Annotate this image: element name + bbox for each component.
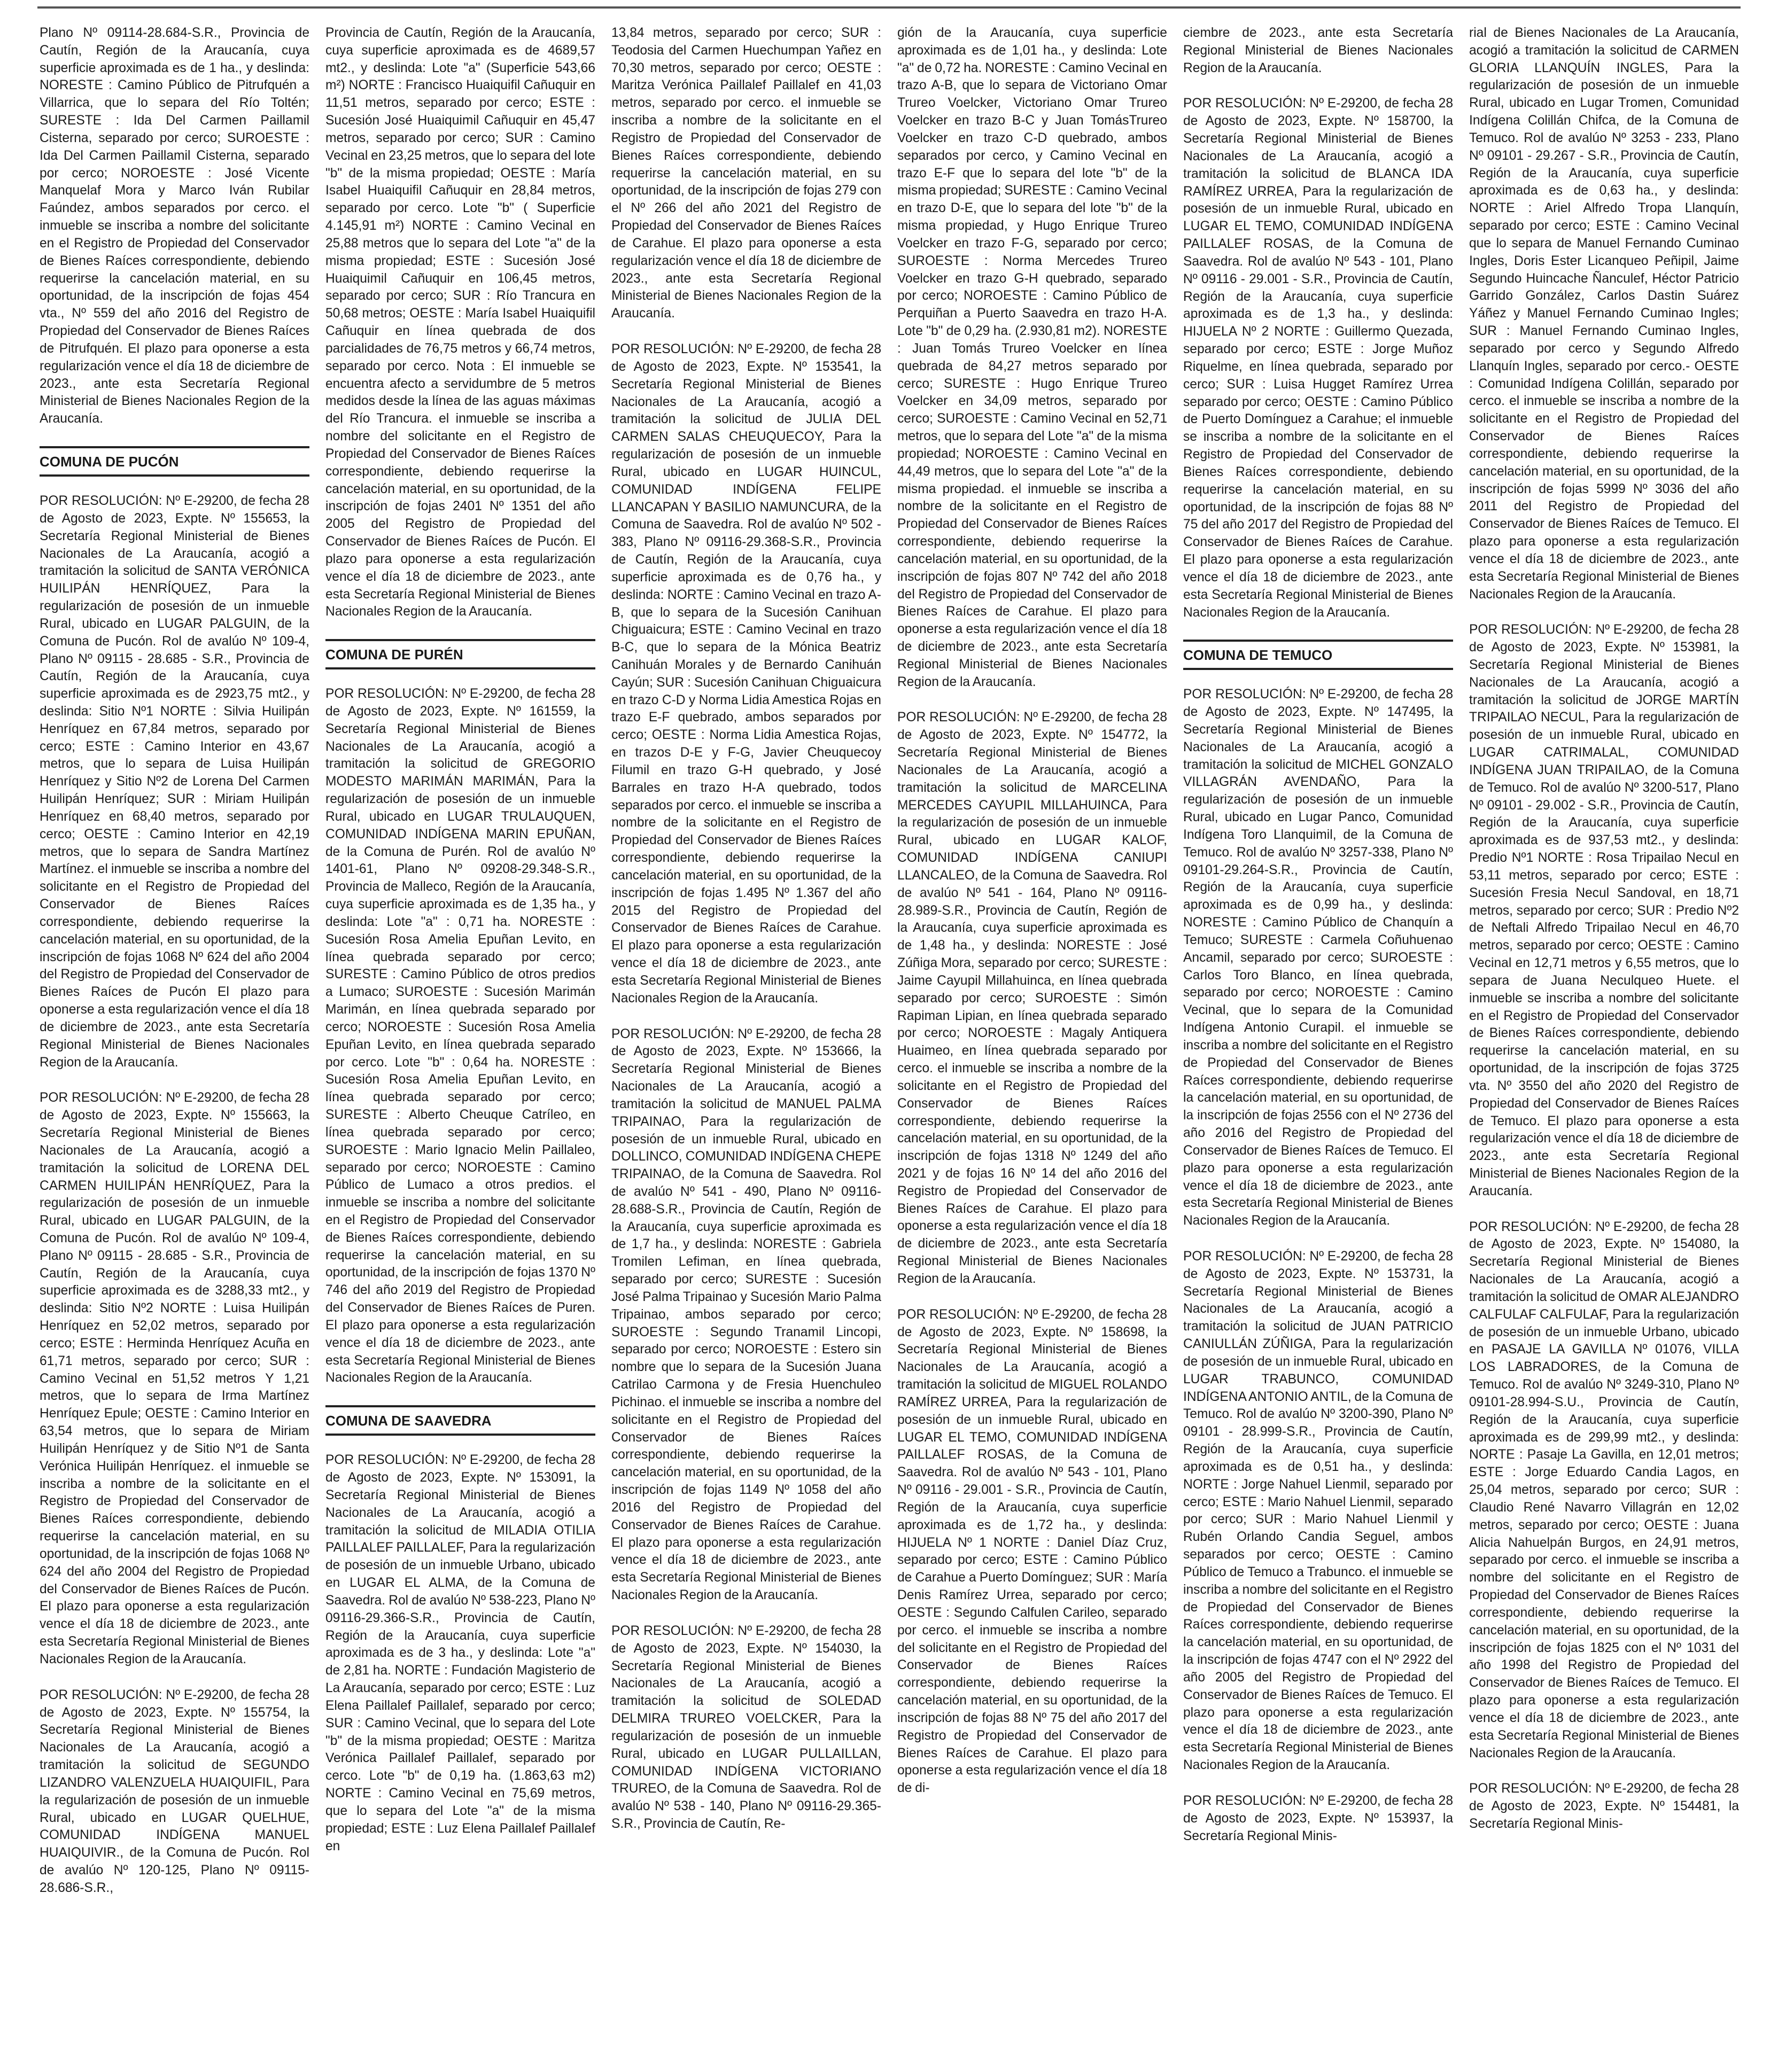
section-heading: COMUNA DE TEMUCO — [1183, 640, 1453, 670]
notice-paragraph: POR RESOLUCIÓN: Nº E-29200, de fecha 28 de Agosto de 2023, Expte. Nº 153666, la Secretaría Regional Ministerial de Bienes Nacionales de La Araucanía, acogió a tramitación la solicitud de MANUEL PALMA TRIPAINAO, Para la regularización de posesión de un inmueble Rural, ubicado en DOLLINCO, COMUNIDAD INDÍGENA CHEPE TRIPAINAO, de la Comuna de Saavedra. Rol de avalúo Nº 541 - 490, Plano Nº 09116-28.688-S.R., Provincia de Cautín, Región de la Araucanía, cuya superficie aproximada es de 1,7 ha., y deslinda: NORESTE : Gabriela Tromilen Lefiman, en línea quebrada, separado por cerco; SURESTE : Sucesión José Palma Tripainao y Sucesión Mario Palma Tripainao, ambos separado por cerco; SUROESTE : Segundo Tranamil Lincopi, separado por cerco; NOROESTE : Estero sin nombre que lo separa de la Sucesión Juana Catrilao Carmona y de Fresia Huenchuleo Pichinao. el inmueble se inscriba a nombre del solicitante en el Registro de Propiedad del Conservador de Bienes Raíces correspondiente, debiendo requerirse la cancelación material, en su oportunidad, de la inscripción de fojas 1149 Nº 1058 del año 2016 del Registro de Propiedad del Conservador de Bienes Raíces de Carahue. El plazo para oponerse a esta regularización vence el día 18 de diciembre de 2023., ante esta Secretaría Regional Ministerial de Bienes Nacionales Region de la Araucanía. — [611, 1026, 881, 1603]
notice-paragraph: POR RESOLUCIÓN: Nº E-29200, de fecha 28 de Agosto de 2023, Expte. Nº 153981, la Secretaría Regional Ministerial de Bienes Nacionales de La Araucanía, acogió a tramitación la solicitud de JORGE MARTÍN TRIPAILAO NECUL, Para la regularización de posesión de un inmueble Rural, ubicado en LUGAR CATRIMALAL, COMUNIDAD INDÍGENA JUAN TRIPAILAO, de la Comuna de Temuco. Rol de avalúo Nº 3200-517, Plano Nº 09101 - 29.002 - S.R., Provincia de Cautín, Región de la Araucanía, cuya superficie aproximada es de 937,53 mt2., y deslinda: Predio Nº1 NORTE : Rosa Tripailao Necul en 53,11 metros, separado por cerco; ESTE : Sucesión Fresia Necul Sandoval, en 18,71 metros, separado por cerco; SUR : Predio Nº2 de Neftali Alfredo Tripailao Necul en 46,70 metros, separado por cerco; OESTE : Camino Vecinal en 12,71 metros y 6,55 metros, que lo separa de Juana Neculqueo Huete. el inmueble se inscriba a nombre del solicitante en el Registro de Propiedad del Conservador de Bienes Raíces correspondiente, debiendo requerirse la cancelación material, en su oportunidad, de la inscripción de fojas 3725 vta. Nº 3550 del año 2020 del Registro de Propiedad del Conservador de Bienes Raíces de Temuco. El plazo para oponerse a esta regularización vence el día 18 de diciembre de 2023., ante esta Secretaría Regional Ministerial de Bienes Nacionales Region de la Araucanía. — [1469, 622, 1739, 1198]
notice-paragraph: POR RESOLUCIÓN: Nº E-29200, de fecha 28 de Agosto de 2023, Expte. Nº 154772, la Secretaría Regional Ministerial de Bienes Nacionales de La Araucanía, acogió a tramitación la solicitud de MARCELINA MERCEDES CAYUPIL MILLAHUINCA, Para la regularización de posesión de un inmueble Rural, ubicado en LUGAR KALOF, COMUNIDAD INDÍGENA CANIUPI LLANCALEO, de la Comuna de Saavedra. Rol de avalúo Nº 541 - 164, Plano Nº 09116-28.989-S.R., Provincia de Cautín, Región de la Araucanía, cuya superficie aproximada es de 1,48 ha., y deslinda: NORESTE : José Zúñiga Mora, separado por cerco; SURESTE : Jaime Cayupil Millahuinca, en línea quebrada separado por cerco; SUROESTE : Simón Rapiman Lipian, en línea quebrada separado por cerco; NOROESTE : Magaly Antiquera Huaimeo, en línea quebrada separado por cerco. el inmueble se inscriba a nombre de la solicitante en el Registro de Propiedad del Conservador de Bienes Raíces correspondiente, debiendo requerirse la cancelación material, en su oportunidad, de la inscripción de fojas 1318 Nº 1249 del año 2021 y de fojas 16 Nº 14 del año 2016 del Registro de Propiedad del Conservador de Bienes Raíces de Carahue. El plazo para oponerse a esta regularización vence el día 18 de diciembre de 2023., ante esta Secretaría Regional Ministerial de Bienes Nacionales Region de la Araucanía. — [897, 710, 1167, 1286]
notice-paragraph: POR RESOLUCIÓN: Nº E-29200, de fecha 28 de Agosto de 2023, Expte. Nº 153091, la Secretaría Regional Ministerial de Bienes Nacionales de La Araucanía, acogió a tramitación la solicitud de MILADIA OTILIA PAILLALEF PAILLALEF, Para la regularización de posesión de un inmueble Urbano, ubicado en LUGAR EL ALMA, de la Comuna de Saavedra. Rol de avalúo Nº 538-223, Plano Nº 09116-29.366-S.R., Provincia de Cautín, Región de la Araucanía, cuya superficie aproximada es de 3 ha., y deslinda: Lote "a" de 2,81 ha. NORTE : Fundación Magisterio de La Araucanía, separado por cerco; ESTE : Luz Elena Paillalef Paillalef, separado por cerco; SUR : Camino Vecinal, que lo separa del Lote "b" de la misma propiedad; OESTE : Maritza Verónica Paillalef Paillalef, separado por cerco. Lote "b" de 0,19 ha. (1.863,63 m2) NORTE : Camino Vecinal en 75,69 metros, que lo separa del Lote "a" de la misma propiedad; ESTE : Luz Elena Paillalef Paillalef en — [325, 1453, 595, 1853]
notice-paragraph: Provincia de Cautín, Región de la Araucanía, cuya superficie aproximada es de 4689,57 mt2., y deslinda: Lote "a" (Superficie 543,66 m²) NORTE : Francisco Huaiquifil Cañuquir en 11,51 metros, separado por cerco; ESTE : Sucesión José Huaiquimil Cañuquir en 45,47 metros, separado por cerco; SUR : Camino Vecinal en 23,25 metros, que lo separa del lote "b" de la misma propiedad; OESTE : María Isabel Huaiquifil Cañuquir en 28,84 metros, separado por cerco. Lote "b" ( Superficie 4.145,91 m²) NORTE : Camino Vecinal en 25,88 metros que lo separa del Lote "a" de la misma propiedad; ESTE : Sucesión José Huaiquimil Cañuquir en 106,45 metros, separado por cerco; SUR : Río Trancura en 50,68 metros; OESTE : María Isabel Huaiquifil Cañuquir en línea quebrada de dos parcialidades de 76,75 metros y 66,74 metros, separado por cerco. Nota : El inmueble se encuentra afecto a servidumbre de 5 metros medidos desde la línea de las aguas máximas del Río Trancura. el inmueble se inscriba a nombre del solicitante en el Registro de Propiedad del Conservador de Bienes Raíces correspondiente, debiendo requerirse la cancelación material, en su oportunidad, de la inscripción de fojas 2401 Nº 1351 del año 2005 del Registro de Propiedad del Conservador de Bienes Raíces de Pucón. El plazo para oponerse a esta regularización vence el día 18 de diciembre de 2023., ante esta Secretaría Regional Ministerial de Bienes Nacionales Region de la Araucanía. — [325, 26, 595, 619]
column-1 — [40, 25, 309, 2066]
column-2 — [325, 25, 595, 2066]
column-4 — [897, 25, 1167, 2066]
notice-paragraph: POR RESOLUCIÓN: Nº E-29200, de fecha 28 de Agosto de 2023, Expte. Nº 158698, la Secretaría Regional Ministerial de Bienes Nacionales de La Araucanía, acogió a tramitación la solicitud de MIGUEL ROLANDO RAMÍREZ URREA, Para la regularización de posesión de un inmueble Rural, ubicado en LUGAR EL TEMO, COMUNIDAD INDÍGENA PAILLALEF ROSAS, de la Comuna de Saavedra. Rol de avalúo Nº 543 - 101, Plano Nº 09116 - 29.001 - S.R., Provincia de Cautín, Región de la Araucanía, cuya superficie aproximada es de 1,72 ha., y deslinda: HIJUELA Nº 1 NORTE : Daniel Díaz Cruz, separado por cerco; ESTE : Camino Público de Carahue a Puerto Domínguez; SUR : María Denis Ramírez Urrea, separado por cerco; OESTE : Segundo Calfulen Carileo, separado por cerco. el inmueble se inscriba a nombre del solicitante en el Registro de Propiedad del Conservador de Bienes Raíces correspondiente, debiendo requerirse la cancelación material, en su oportunidad, de la inscripción de fojas 88 Nº 75 del año 2017 del Registro de Propiedad del Conservador de Bienes Raíces de Carahue. El plazo para oponerse a esta regularización vence el día 18 de di- — [897, 1307, 1167, 1796]
column-3 — [611, 25, 881, 2066]
section-heading: COMUNA DE SAAVEDRA — [325, 1405, 595, 1436]
notice-paragraph: POR RESOLUCIÓN: Nº E-29200, de fecha 28 de Agosto de 2023, Expte. Nº 154030, la Secretaría Regional Ministerial de Bienes Nacionales de La Araucanía, acogió a tramitación la solicitud de SOLEDAD DELMIRA TRUREO VOELCKER, Para la regularización de posesión de un inmueble Rural, ubicado en LUGAR PULLAILLAN, COMUNIDAD INDÍGENA VICTORIANO TRUREO, de la Comuna de Saavedra. Rol de avalúo Nº 538 - 140, Plano Nº 09116-29.365-S.R., Provincia de Cautín, Re- — [611, 1623, 881, 1831]
notice-paragraph: POR RESOLUCIÓN: Nº E-29200, de fecha 28 de Agosto de 2023, Expte. Nº 154080, la Secretaría Regional Ministerial de Bienes Nacionales de La Araucanía, acogió a tramitación la solicitud de OMAR ALEJANDRO CALFULAF CALFULAF, Para la regularización de posesión de un inmueble Urbano, ubicado en PASAJE LA GAVILLA Nº 01076, VILLA LOS LABRADORES, de la Comuna de Temuco. Rol de avalúo Nº 3249-310, Plano Nº 09101-28.994-S.U., Provincia de Cautín, Región de la Araucanía, cuya superficie aproximada es de 299,99 mt2., y deslinda: NORTE : Pasaje La Gavilla, en 12,01 metros; ESTE : Jorge Eduardo Candia Lagos, en 25,04 metros, separado por cerco; SUR : Claudio René Navarro Villagrán en 12,02 metros, separado por cerco; OESTE : Juana Alicia Nahuelpán Burgos, en 24,91 metros, separado por cerco. el inmueble se inscriba a nombre del solicitante en el Registro de Propiedad del Conservador de Bienes Raíces correspondiente, debiendo requerirse la cancelación material, en su oportunidad, de la inscripción de fojas 1825 con el Nº 1031 del año 1998 del Registro de Propiedad del Conservador de Bienes Raíces de Temuco. El plazo para oponerse a esta regularización vence el día 18 de diciembre de 2023., ante esta Secretaría Regional Ministerial de Bienes Nacionales Region de la Araucanía. — [1469, 1219, 1739, 1761]
notice-paragraph: POR RESOLUCIÓN: Nº E-29200, de fecha 28 de Agosto de 2023, Expte. Nº 161559, la Secretaría Regional Ministerial de Bienes Nacionales de La Araucanía, acogió a tramitación la solicitud de GREGORIO MODESTO MARIMÁN MARIMÁN, Para la regularización de posesión de un inmueble Rural, ubicado en LUGAR TRULAUQUEN, COMUNIDAD INDÍGENA MARIN EPUÑAN, de la Comuna de Purén. Rol de avalúo Nº 1401-61, Plano Nº 09208-29.348-S.R., Provincia de Malleco, Región de la Araucanía, cuya superficie aproximada es de 1,35 ha., y deslinda: Lote "a" : 0,71 ha. NORESTE : Sucesión Rosa Amelia Epuñan Levito, en línea quebrada separado por cerco; SURESTE : Camino Público de otros predios a Lumaco; SUROESTE : Sucesión Marimán Marimán, en línea quebrada separado por cerco; NOROESTE : Sucesión Rosa Amelia Epuñan Levito, en línea quebrada separado por cerco. Lote "b" : 0,64 ha. NORESTE : Sucesión Rosa Amelia Epuñan Levito, en línea quebrada separado por cerco; SURESTE : Alberto Cheuque Catríleo, en línea quebrada separado por cerco; SUROESTE : Mario Ignacio Melin Paillaleo, separado por cerco; NOROESTE : Camino Público de Lumaco a otros predios. el inmueble se inscriba a nombre del solicitante en el Registro de Propiedad del Conservador de Bienes Raíces correspondiente, debiendo requerirse la cancelación material, en su oportunidad, de la inscripción de fojas 1370 Nº 746 del año 2019 del Registro de Propiedad del Conservador de Bienes Raíces de Puren. El plazo para oponerse a esta regularización vence el día 18 de diciembre de 2023., ante esta Secretaría Regional Ministerial de Bienes Nacionales Region de la Araucanía. — [325, 687, 595, 1385]
notice-paragraph: Plano Nº 09114-28.684-S.R., Provincia de Cautín, Región de la Araucanía, cuya superficie aproximada es de 1 ha., y deslinda: NORESTE : Camino Público de Pitrufquén a Villarrica, que lo separa del Río Toltén; SURESTE : Ida Del Carmen Paillamil Cisterna, separado por cerco; SUROESTE : Ida Del Carmen Paillamil Cisterna, separado por cerco; NOROESTE : José Vicente Manquelaf Mora y Marco Iván Rubilar Faúndez, ambos separados por cerco. el inmueble se inscriba a nombre del solicitante en el Registro de Propiedad del Conservador de Bienes Raíces correspondiente, debiendo requerirse la cancelación material, en su oportunidad, de la inscripción de fojas 454 vta., Nº 559 del año 2016 del Registro de Propiedad del Conservador de Bienes Raíces de Pitrufquén. El plazo para oponerse a esta regularización vence el día 18 de diciembre de 2023., ante esta Secretaría Regional Ministerial de Bienes Nacionales Region de la Araucanía. — [40, 26, 309, 426]
top-rule — [37, 6, 1741, 9]
column-5 — [1183, 25, 1453, 2066]
notice-paragraph: ciembre de 2023., ante esta Secretaría Regional Ministerial de Bienes Nacionales Region de la Araucanía. — [1183, 26, 1453, 75]
notice-columns — [40, 25, 1739, 2066]
notice-paragraph: 13,84 metros, separado por cerco; SUR : Teodosia del Carmen Huechumpan Yañez en 70,30 metros, separado por cerco; OESTE : Maritza Verónica Paillalef Paillalef en 41,03 metros, separado por cerco. el inmueble se inscriba a nombre de la solicitante en el Registro de Propiedad del Conservador de Bienes Raíces correspondiente, debiendo requerirse la cancelación material, en su oportunidad, de la inscripción de fojas 279 con el Nº 266 del año 2021 del Registro de Propiedad del Conservador de Bienes Raíces de Carahue. El plazo para oponerse a esta regularización vence el día 18 de diciembre de 2023., ante esta Secretaría Regional Ministerial de Bienes Nacionales Region de la Araucanía. — [611, 26, 881, 321]
notice-paragraph: POR RESOLUCIÓN: Nº E-29200, de fecha 28 de Agosto de 2023, Expte. Nº 158700, la Secretaría Regional Ministerial de Bienes Nacionales de La Araucanía, acogió a tramitación la solicitud de BLANCA IDA RAMÍREZ URREA, Para la regularización de posesión de un inmueble Rural, ubicado en LUGAR EL TEMO, COMUNIDAD INDÍGENA PAILLALEF ROSAS, de la Comuna de Saavedra. Rol de avalúo Nº 543 - 101, Plano Nº 09116 - 29.001 - S.R., Provincia de Cautín, Región de la Araucanía, cuya superficie aproximada es de 1,3 ha., y deslinda: HIJUELA Nº 2 NORTE : Guillermo Quezada, separado por cerco; ESTE : Jorge Muñoz Riquelme, en línea quebrada, separado por cerco; SUR : Luisa Hugget Ramírez Urrea separado por cerco; OESTE : Camino Público de Puerto Domínguez a Carahue; el inmueble se inscriba a nombre de la solicitante en el Registro de Propiedad del Conservador de Bienes Raíces correspondiente, debiendo requerirse la cancelación material, en su oportunidad, de la inscripción de fojas 88 Nº 75 del año 2017 del Registro de Propiedad del Conservador de Bienes Raíces de Carahue. El plazo para oponerse a esta regularización vence el día 18 de diciembre de 2023., ante esta Secretaría Regional Ministerial de Bienes Nacionales Region de la Araucanía. — [1183, 96, 1453, 620]
notice-paragraph: POR RESOLUCIÓN: Nº E-29200, de fecha 28 de Agosto de 2023, Expte. Nº 147495, la Secretaría Regional Ministerial de Bienes Nacionales de La Araucanía, acogió a tramitación la solicitud de MICHEL GONZALO VILLAGRÁN AVENDAÑO, Para la regularización de posesión de un inmueble Rural, ubicado en Lugar Panco, Comunidad Indígena Toro Llanquimil, de la Comuna de Temuco. Rol de avalúo Nº 3257-338, Plano Nº 09101-29.264-S.R., Provincia de Cautín, Región de la Araucanía, cuya superficie aproximada es de 0,99 ha., y deslinda: NORESTE : Camino Público de Chanquín a Temuco; SURESTE : Carmela Coñuhuenao Ancamil, separado por cerco; SUROESTE : Carlos Toro Blanco, en línea quebrada, separado por cerco; NOROESTE : Camino Vecinal, que lo separa de la Comunidad Indígena Antonio Curapil. el inmueble se inscriba a nombre del solicitante en el Registro de Propiedad del Conservador de Bienes Raíces correspondiente, debiendo requerirse la cancelación material, en su oportunidad, de la inscripción de fojas 2556 con el Nº 2736 del año 2016 del Registro de Propiedad del Conservador de Bienes Raíces de Temuco. El plazo para oponerse a esta regularización vence el día 18 de diciembre de 2023., ante esta Secretaría Regional Ministerial de Bienes Nacionales Region de la Araucanía. — [1183, 687, 1453, 1228]
column-6 — [1469, 25, 1739, 2066]
notice-paragraph: POR RESOLUCIÓN: Nº E-29200, de fecha 28 de Agosto de 2023, Expte. Nº 154481, la Secretaría Regional Minis- — [1469, 1781, 1739, 1831]
notice-paragraph: gión de la Araucanía, cuya superficie aproximada es de 1,01 ha., y deslinda: Lote "a" de 0,72 ha. NORESTE : Camino Vecinal en trazo A-B, que lo separa de Victoriano Omar Trureo Voelcker, Victoriano Omar Trureo Voelcker en trazo B-C y Juan TomásTrureo Voelcker en trazo C-D quebrado, ambos separados por cerco, y Camino Vecinal en trazo E-F que lo separa del lote "b" de la misma propiedad; SURESTE : Camino Vecinal en trazo D-E, que lo separa del lote "b" de la misma propiedad, y Hugo Enrique Trureo Voelcker en trazo F-G, separado por cerco; SUROESTE : Norma Mercedes Trureo Voelcker en trazo G-H quebrado, separado por cerco; NOROESTE : Camino Público de Perquiñan a Puerto Saavedra en trazo H-A. Lote "b" de 0,29 ha. (2.930,81 m2). NORESTE : Juan Tomás Trureo Voelcker en línea quebrada de 84,27 metros separado por cerco; SURESTE : Hugo Enrique Trureo Voelcker en 34,09 metros, separado por cerco; SUROESTE : Camino Vecinal en 52,71 metros, que lo separa del Lote "a" de la misma propiedad; NOROESTE : Camino Vecinal en 44,49 metros, que lo separa del Lote "a" de la misma propiedad. el inmueble se inscriba a nombre de la solicitante en el Registro de Propiedad del Conservador de Bienes Raíces correspondiente, debiendo requerirse la cancelación material, en su oportunidad, de la inscripción de fojas 807 Nº 742 del año 2018 del Registro de Propiedad del Conservador de Bienes Raíces de Carahue. El plazo para oponerse a esta regularización vence el día 18 de diciembre de 2023., ante esta Secretaría Regional Ministerial de Bienes Nacionales Region de la Araucanía. — [897, 26, 1167, 689]
notice-paragraph: POR RESOLUCIÓN: Nº E-29200, de fecha 28 de Agosto de 2023, Expte. Nº 153731, la Secretaría Regional Ministerial de Bienes Nacionales de La Araucanía, acogió a tramitación la solicitud de JUAN PATRICIO CANIULLÁN ZÚÑIGA, Para la regularización de posesión de un inmueble Rural, ubicado en LUGAR TRABUNCO, COMUNIDAD INDÍGENA ANTONIO ANTIL, de la Comuna de Temuco. Rol de avalúo Nº 3200-390, Plano Nº 09101 - 28.999-S.R., Provincia de Cautín, Región de la Araucanía, cuya superficie aproximada es de 0,51 ha., y deslinda: NORTE : Jorge Nahuel Lienmil, separado por cerco; ESTE : Mario Nahuel Lienmil, separado por cerco; SUR : Mario Nahuel Lienmil y Rubén Orlando Candia Seguel, ambos separados por cerco; OESTE : Camino Público de Temuco a Trabunco. el inmueble se inscriba a nombre del solicitante en el Registro de Propiedad del Conservador de Bienes Raíces correspondiente, debiendo requerirse la cancelación material, en su oportunidad, de la inscripción de fojas 4747 con el Nº 2922 del año 2005 del Registro de Propiedad del Conservador de Bienes Raíces de Temuco. El plazo para oponerse a esta regularización vence el día 18 de diciembre de 2023., ante esta Secretaría Regional Ministerial de Bienes Nacionales Region de la Araucanía. — [1183, 1249, 1453, 1773]
section-heading: COMUNA DE PURÉN — [325, 639, 595, 669]
notice-paragraph: POR RESOLUCIÓN: Nº E-29200, de fecha 28 de Agosto de 2023, Expte. Nº 155663, la Secretaría Regional Ministerial de Bienes Nacionales de La Araucanía, acogió a tramitación la solicitud de LORENA DEL CARMEN HUILIPÁN HENRÍQUEZ, Para la regularización de posesión de un inmueble Rural, ubicado en LUGAR PALGUIN, de la Comuna de Pucón. Rol de avalúo Nº 109-4, Plano Nº 09115 - 28.685 - S.R., Provincia de Cautín, Región de la Araucanía, cuya superficie aproximada es de 3288,33 mt2., y deslinda: Sitio Nº2 NORTE : Luisa Huilipán Henríquez en 52,02 metros, separado por cerco; ESTE : Herminda Henríquez Acuña en 61,71 metros, separado por cerco; SUR : Camino Vecinal en 51,52 metros Y 1,21 metros, que lo separa de Irma Martínez Henríquez Epule; OESTE : Camino Interior en 63,54 metros, que lo separa de Miriam Huilipán Henríquez y de Sitio Nº1 de Santa Verónica Huilipán Henríquez. el inmueble se inscriba a nombre de la solicitante en el Registro de Propiedad del Conservador de Bienes Raíces correspondiente, debiendo requerirse la cancelación material, en su oportunidad, de la inscripción de fojas 1068 Nº 624 del año 2004 del Registro de Propiedad del Conservador de Bienes Raíces de Pucón. El plazo para oponerse a esta regularización vence el día 18 de diciembre de 2023., ante esta Secretaría Regional Ministerial de Bienes Nacionales Region de la Araucanía. — [40, 1090, 309, 1666]
notice-paragraph: POR RESOLUCIÓN: Nº E-29200, de fecha 28 de Agosto de 2023, Expte. Nº 153937, la Secretaría Regional Minis- — [1183, 1793, 1453, 1843]
section-heading: COMUNA DE PUCÓN — [40, 446, 309, 477]
notice-paragraph: POR RESOLUCIÓN: Nº E-29200, de fecha 28 de Agosto de 2023, Expte. Nº 155754, la Secretaría Regional Ministerial de Bienes Nacionales de La Araucanía, acogió a tramitación la solicitud de SEGUNDO LIZANDRO VALENZUELA HUAIQUIFIL, Para la regularización de posesión de un inmueble Rural, ubicado en LUGAR QUELHUE, COMUNIDAD INDÍGENA MANUEL HUAIQUIVIR., de la Comuna de Pucón. Rol de avalúo Nº 120-125, Plano Nº 09115- 28.686-S.R., — [40, 1687, 309, 1895]
notice-paragraph: POR RESOLUCIÓN: Nº E-29200, de fecha 28 de Agosto de 2023, Expte. Nº 153541, la Secretaría Regional Ministerial de Bienes Nacionales de La Araucanía, acogió a tramitación la solicitud de JULIA DEL CARMEN SALAS CHEUQUECOY, Para la regularización de posesión de un inmueble Rural, ubicado en LUGAR HUINCUL, COMUNIDAD INDÍGENA FELIPE LLANCAPAN Y BASILIO NAMUNCURA, de la Comuna de Saavedra. Rol de avalúo Nº 502 - 383, Plano Nº 09116-29.368-S.R., Provincia de Cautín, Región de la Araucanía, cuya superficie aproximada es de 0,76 ha., y deslinda: NORTE : Camino Vecinal en trazo A-B, que lo separa de la Sucesión Canihuan Chiguaicura; ESTE : Camino Vecinal en trazo B-C, que lo separa de la Mónica Beatriz Canihuán Morales y de Bernardo Canihuán Cayún; SUR : Sucesión Canihuan Chiguaicura en trazo C-D y Norma Lidia Amestica Rojas en trazo E-F quebrado, ambos separados por cerco; OESTE : Norma Lidia Amestica Rojas, en trazos D-E y F-G, Javier Cheuquecoy Filumil en trazo G-H quebrado, y José Barrales en trazo H-A quebrado, todos separados por cerco. el inmueble se inscriba a nombre de la solicitante en el Registro de Propiedad del Conservador de Bienes Raíces correspondiente, debiendo requerirse la cancelación material, en su oportunidad, de la inscripción de fojas 1.495 Nº 1.367 del año 2015 del Registro de Propiedad del Conservador de Bienes Raíces de Carahue. El plazo para oponerse a esta regularización vence el día 18 de diciembre de 2023., ante esta Secretaría Regional Ministerial de Bienes Nacionales Region de la Araucanía. — [611, 342, 881, 1006]
notice-paragraph: POR RESOLUCIÓN: Nº E-29200, de fecha 28 de Agosto de 2023, Expte. Nº 155653, la Secretaría Regional Ministerial de Bienes Nacionales de La Araucanía, acogió a tramitación la solicitud de SANTA VERÓNICA HUILIPÁN HENRÍQUEZ, Para la regularización de posesión de un inmueble Rural, ubicado en LUGAR PALGUIN, de la Comuna de Pucón. Rol de avalúo Nº 109-4, Plano Nº 09115 - 28.685 - S.R., Provincia de Cautín, Región de la Araucanía, cuya superficie aproximada es de 2923,75 mt2., y deslinda: Sitio Nº1 NORTE : Silvia Huilipán Henríquez en 67,84 metros, separado por cerco; ESTE : Camino Interior en 43,67 metros, que lo separa de Luisa Huilipán Henríquez y Sitio Nº2 de Lorena Del Carmen Huilipán Henríquez; SUR : Miriam Huilipán Henríquez en 68,40 metros, separado por cerco; OESTE : Camino Interior en 42,19 metros, que lo separa de Sandra Martínez Martínez. el inmueble se inscriba a nombre del solicitante en el Registro de Propiedad del Conservador de Bienes Raíces correspondiente, debiendo requerirse la cancelación material, en su oportunidad, de la inscripción de fojas 1068 Nº 624 del año 2004 del Registro de Propiedad del Conservador de Bienes Raíces de Pucón El plazo para oponerse a esta regularización vence el día 18 de diciembre de 2023., ante esta Secretaría Regional Ministerial de Bienes Nacionales Region de la Araucanía. — [40, 494, 309, 1070]
notice-paragraph: rial de Bienes Nacionales de La Araucanía, acogió a tramitación la solicitud de CARMEN GLORIA LLANQUÍN INGLES, Para la regularización de posesión de un inmueble Rural, ubicado en Lugar Tromen, Comunidad Indígena Colillán Chifca, de la Comuna de Temuco. Rol de avalúo Nº 3253 - 233, Plano Nº 09101 - 29.267 - S.R., Provincia de Cautín, Región de la Araucanía, cuya superficie aproximada es de 0,63 ha., y deslinda: NORTE : Ariel Alfredo Tropa Llanquín, separado por cerco; ESTE : Camino Vecinal que lo separa de Manuel Fernando Cuminao Ingles, Doris Ester Licanqueo Peñipil, Jaime Segundo Huincache Ñanculef, Héctor Patricio Garrido González, Carlos Dastin Suárez Yáñez y Manuel Fernando Cuminao Ingles; SUR : Manuel Fernando Cuminao Ingles, separado por cerco y Segundo Alfredo Llanquín Ingles, separado por cerco.- OESTE : Comunidad Indígena Colillán, separado por cerco. el inmueble se inscriba a nombre de la solicitante en el Registro de Propiedad del Conservador de Bienes Raíces correspondiente, debiendo requerirse la cancelación material, en su oportunidad, de la inscripción de fojas 5999 Nº 3036 del año 2011 del Registro de Propiedad del Conservador de Bienes Raíces de Temuco. El plazo para oponerse a esta regularización vence el día 18 de diciembre de 2023., ante esta Secretaría Regional Ministerial de Bienes Nacionales Region de la Araucanía. — [1469, 26, 1739, 602]
